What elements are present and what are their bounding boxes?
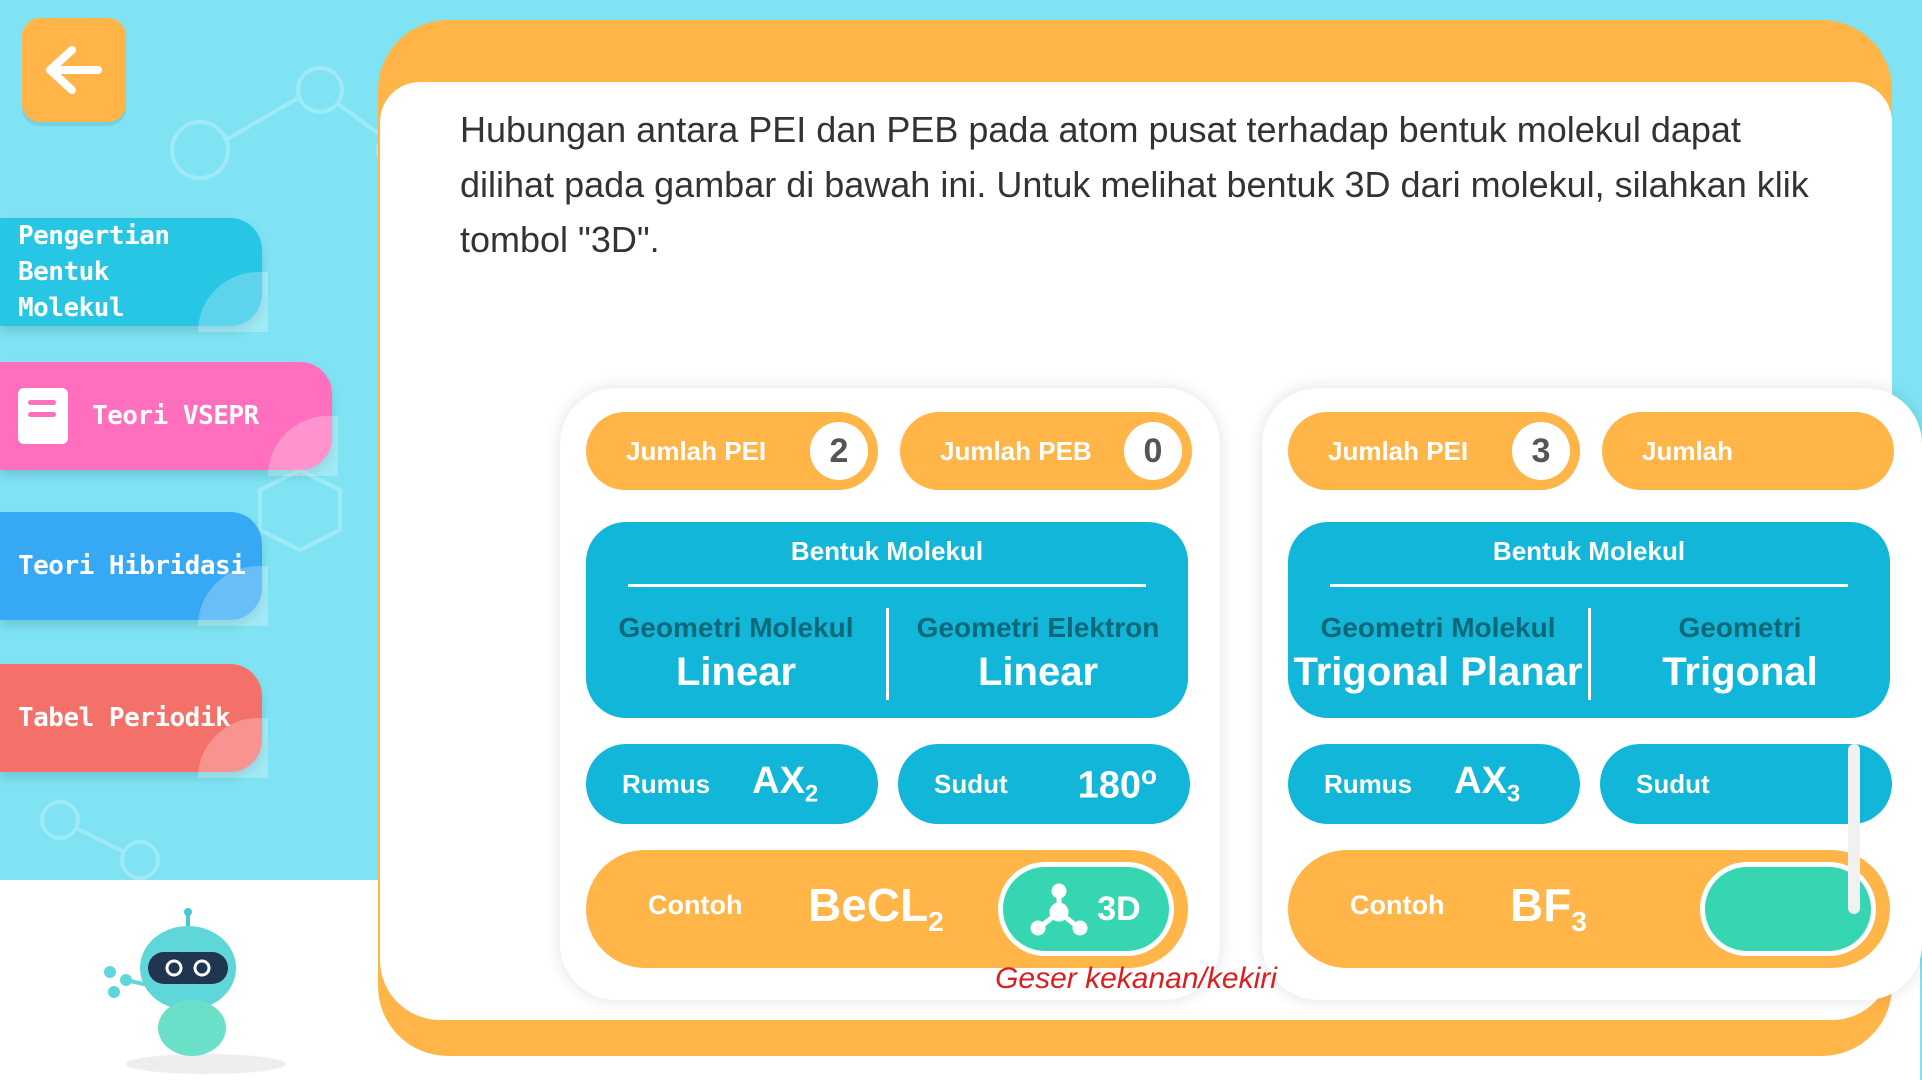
geometry-electron-value: Trigonal: [1662, 650, 1818, 694]
peb-pill: [1602, 412, 1894, 490]
sidebar-item-label: Teori Hibridasi: [18, 551, 246, 581]
geometry-molecule-label: Geometri Molekul: [1320, 612, 1556, 643]
3d-button[interactable]: [998, 862, 1174, 956]
sidebar-item-label: Teori VSEPR: [92, 401, 259, 431]
angle-pill: [898, 744, 1190, 824]
peb-pill: [900, 412, 1192, 490]
pei-value: 2: [810, 422, 868, 480]
pei-pill: [586, 412, 878, 490]
geometry-molecule-value: Linear: [675, 650, 797, 694]
formula-pill: [586, 744, 878, 824]
shape-title: Bentuk Molekul: [1492, 536, 1686, 566]
fold-decoration: [198, 272, 268, 332]
peb-label: Jumlah: [1642, 435, 1734, 466]
content-panel: [380, 82, 1892, 1020]
example-pill: [586, 850, 1188, 968]
formula-label: Rumus: [1324, 768, 1413, 799]
sidebar-item-teori-hibridasi[interactable]: [0, 512, 262, 620]
fold-decoration: [268, 416, 338, 476]
angle-label: Sudut: [934, 768, 1008, 799]
example-pill: [1288, 850, 1890, 968]
swipe-hint: Geser kekanan/kekiri: [995, 962, 1277, 995]
molecule-card: [560, 388, 1220, 1000]
formula-value: $AX_3$: [1454, 759, 1521, 808]
geometry-molecule: [586, 612, 886, 695]
shape-title: Bentuk Molekul: [790, 536, 984, 566]
back-button[interactable]: [22, 18, 126, 122]
book-icon: [18, 388, 68, 444]
molecule-icon: [1031, 884, 1087, 934]
shape-box: [1288, 522, 1890, 718]
geometry-electron: [1590, 612, 1890, 695]
pei-pill: [1288, 412, 1580, 490]
scrollbar[interactable]: [1848, 744, 1860, 914]
example-label: Contoh: [648, 890, 743, 920]
intro-text: Hubungan antara PEI dan PEB pada atom pusat terhadap bentuk molekul dapat dilihat pada gambar di bawah ini. Untuk melihat bentuk 3D dari molekul, silahkan klik tombol "3D".: [460, 109, 1809, 260]
peb-label: Jumlah PEB: [940, 435, 1092, 466]
geometry-molecule-label: Geometri Molekul: [618, 612, 854, 643]
sidebar-item-label: Pengertian Bentuk Molekul: [18, 221, 170, 323]
sidebar-item-tabel-periodik[interactable]: [0, 664, 262, 772]
shape-box: [586, 522, 1188, 718]
peb-value: 0: [1124, 422, 1182, 480]
formula-pill: [1288, 744, 1580, 824]
geometry-molecule: [1288, 612, 1588, 695]
angle-value: 180$^o$: [1077, 760, 1157, 807]
geometry-electron-value: Linear: [977, 650, 1099, 694]
sidebar-item-label: Tabel Periodik: [18, 703, 231, 733]
pei-label: Jumlah PEI: [1328, 435, 1469, 466]
divider: [1330, 584, 1848, 587]
sidebar-item-teori-vsepr[interactable]: [0, 362, 332, 470]
pei-value: 3: [1512, 422, 1570, 480]
geometry-electron: [888, 612, 1188, 695]
molecule-card: [1262, 388, 1922, 1000]
example-value: BeCL$_2$: [808, 879, 944, 938]
sidebar-item-pengertian[interactable]: [0, 218, 262, 326]
example-value: $BF_3$: [1510, 879, 1587, 938]
example-label: Contoh: [1350, 890, 1445, 920]
geometry-electron-label: Geometri: [1678, 612, 1802, 643]
geometry-molecule-value: Trigonal Planar: [1293, 650, 1583, 694]
robot-mascot: [96, 906, 286, 1076]
divider: [628, 584, 1146, 587]
pei-label: Jumlah PEI: [626, 435, 767, 466]
3d-button-label: 3D: [1097, 889, 1141, 928]
geometry-electron-label: Geometri Elektron: [916, 612, 1160, 643]
angle-label: Sudut: [1636, 768, 1710, 799]
formula-value: $AX_2$: [752, 759, 819, 808]
cards-carousel[interactable]: [560, 294, 1818, 938]
formula-label: Rumus: [622, 768, 711, 799]
arrow-left-icon: [46, 46, 102, 94]
